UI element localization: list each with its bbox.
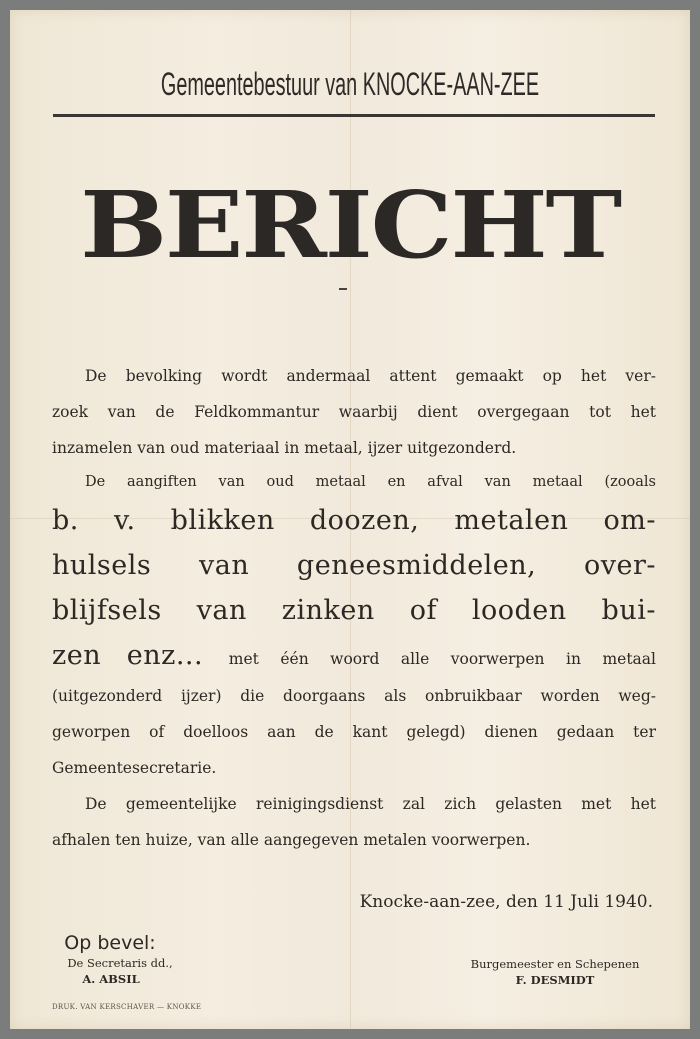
body-line: Gemeentesecretarie. — [52, 759, 217, 777]
header-rule — [53, 114, 655, 117]
emphasis-line: blijfsels van zinken of looden bui- — [52, 595, 656, 626]
printer-imprint: DRUK. VAN KERSCHAVER — KNOKKE — [52, 1003, 202, 1011]
body-line: inzamelen van oud materiaal in metaal, ijzer uitgezonderd. — [52, 439, 517, 457]
emphasis-line-mixed — [52, 633, 656, 678]
body-line: (uitgezonderd ijzer) die doorgaans als onbruikbaar worden weg- — [52, 687, 656, 705]
body-line: De aangiften van oud metaal en afval van metaal (zooals — [85, 474, 656, 490]
order-signature-block — [50, 932, 190, 987]
mayor-name: F. DESMIDT — [515, 973, 595, 987]
emphasis-line: hulsels van geneesmiddelen, over- — [52, 550, 656, 581]
ornament-dash — [339, 288, 347, 290]
secretary-role: De Secretaris dd., — [67, 956, 173, 970]
body-line: De bevolking wordt andermaal attent gemaakt op het ver- — [85, 367, 656, 385]
order-label: Op bevel: — [64, 932, 156, 954]
notice-body — [52, 358, 656, 858]
date-line: Knocke-aan-zee, den 11 Juli 1940. — [359, 892, 653, 912]
body-line: zoek van de Feldkommantur waarbij dient overgegaan tot het — [52, 403, 656, 421]
body-line: afhalen ten huize, van alle aangegeven metalen voorwerpen. — [52, 831, 531, 849]
poster-paper — [10, 10, 690, 1029]
secretary-name: A. ABSIL — [82, 972, 140, 986]
notice-title: BERICHT — [80, 171, 620, 279]
emphasis-line: b. v. blikken doozen, metalen om- — [52, 505, 656, 536]
mayor-role: Burgemeester en Schepenen — [470, 957, 640, 971]
mayor-signature-block — [450, 956, 660, 988]
municipality-header: Gemeentebestuur van KNOCKE-AAN-ZEE — [160, 66, 540, 102]
body-line: geworpen of doelloos aan de kant gelegd) dienen gedaan ter — [52, 723, 656, 741]
body-line: De gemeentelijke reinigingsdienst zal zich gelasten met het — [85, 795, 656, 813]
emphasis-tail: zen enz... — [52, 640, 204, 671]
body-text: met één woord alle voorwerpen in metaal — [228, 650, 656, 668]
